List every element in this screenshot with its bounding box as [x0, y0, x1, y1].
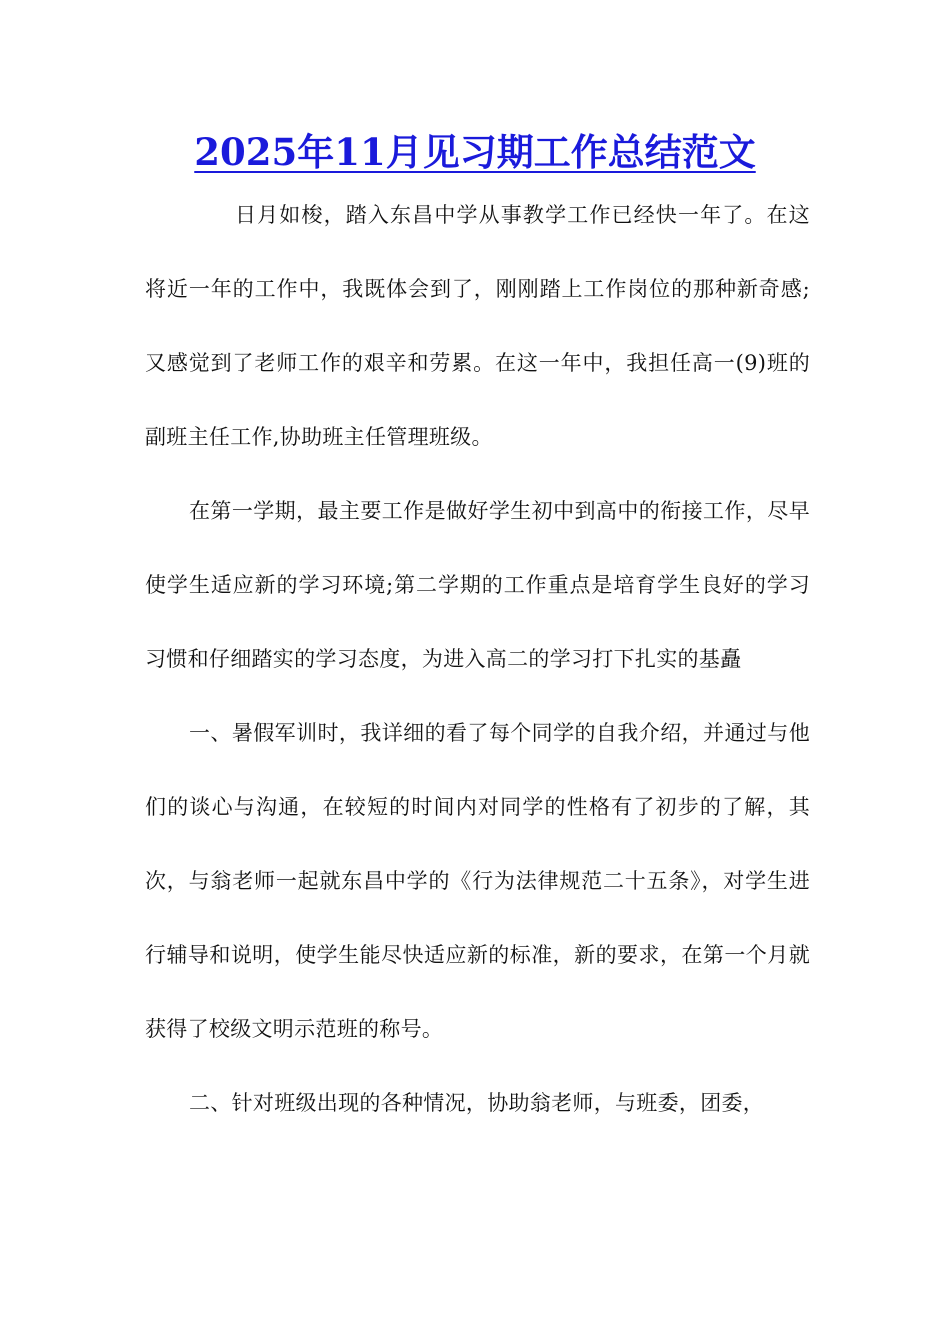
paragraph-4: 二、针对班级出现的各种情况，协助翁老师，与班委，团委，: [189, 1091, 765, 1115]
document-body: [145, 178, 810, 1140]
document-title: 2025年11月见习期工作总结范文: [194, 130, 756, 174]
paragraph-3: 一、暑假军训时，我详细的看了每个同学的自我介绍，并通过与他们的谈心与沟通，在较短的时间内对同学的性格有了初步的了解，其次，与翁老师一起就东昌中学的《行为法律规范二十五条》，对学生进行辅导和说明，使学生能尽快适应新的标准，新的要求，在第一个月就获得了校级文明示范班的称号。: [145, 721, 810, 1041]
paragraph-1: 日月如梭，踏入东昌中学从事教学工作已经快一年了。在这将近一年的工作中，我既体会到了，刚刚踏上工作岗位的那种新奇感;又感觉到了老师工作的艰辛和劳累。在这一年中，我担任高一(9)班的副班主任工作,协助班主任管理班级。: [145, 203, 810, 449]
paragraph-2: 在第一学期，最主要工作是做好学生初中到高中的衔接工作，尽早使学生适应新的学习环境;第二学期的工作重点是培育学生良好的学习习惯和仔细踏实的学习态度，为进入高二的学习打下扎实的基矗: [145, 499, 810, 671]
